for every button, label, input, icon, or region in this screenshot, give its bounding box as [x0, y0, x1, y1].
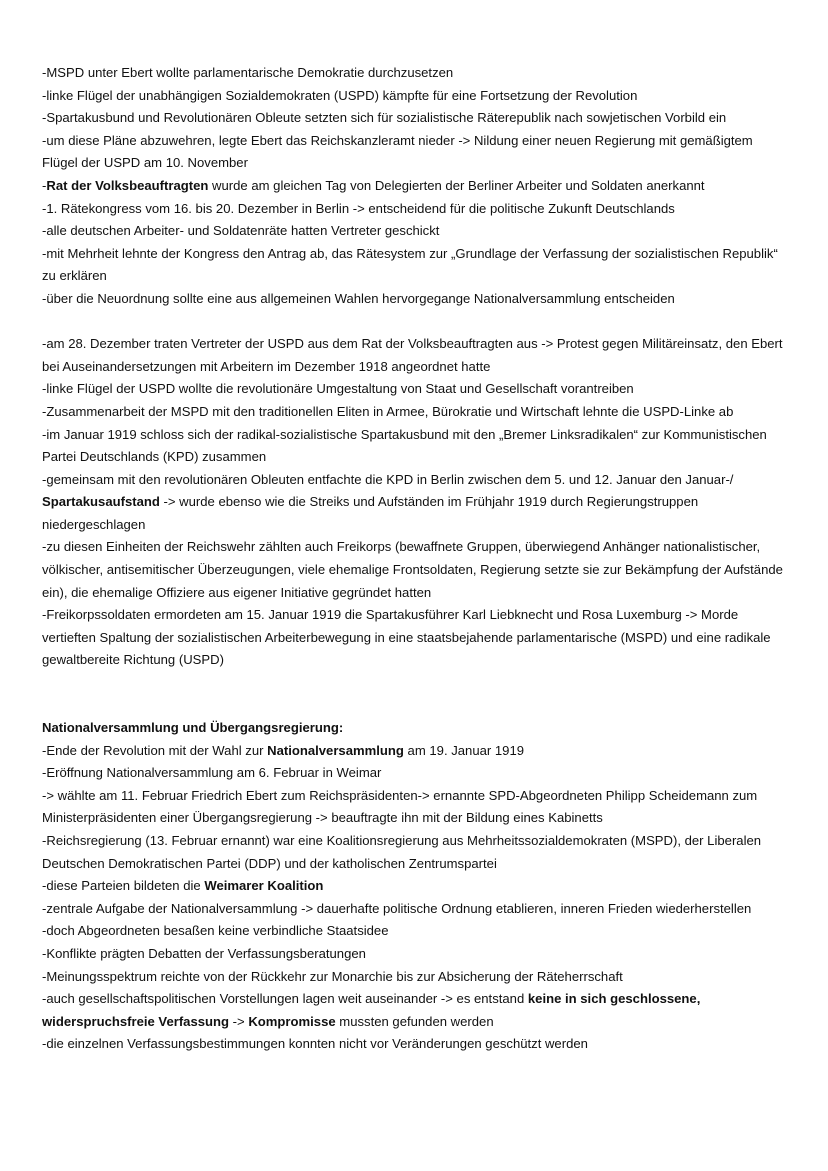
paragraph: -Ende der Revolution mit der Wahl zur Nationalversammlung am 19. Januar 1919	[42, 742, 525, 758]
paragraph: -> wählte am 11. Februar Friedrich Ebert zum Reichspräsidenten-> ernannte SPD-Abgeordneten Philipp Scheidemann zum Ministerpräsidenten einer Übergangsregierung -> beauftragte ihn mit der Bildung eines Kabinetts	[42, 787, 758, 826]
paragraph: -am 28. Dezember traten Vertreter der USPD aus dem Rat der Volksbeauftragten aus -> Protest gegen Militäreinsatz, den Ebert bei Auseinandersetzungen mit Arbeitern im Dezember 1918 angeordnet hatte	[42, 336, 783, 374]
paragraph: -Reichsregierung (13. Februar ernannt) war eine Koalitionsregierung aus Mehrheitssozialdemokraten (MSPD), der Liberalen Deutschen Demokratischen Partei (DDP) und der katholischen Zentrumspartei	[42, 833, 762, 871]
bold-term: Kompromisse	[248, 1013, 336, 1029]
bold-term: Rat der Volksbeauftragten	[46, 177, 209, 193]
paragraph: -zu diesen Einheiten der Reichswehr zählten auch Freikorps (bewaffnete Gruppen, überwiegend Anhänger nationalistischer, völkischer, antisemitischer Überzeugungen, viele ehemalige Frontsoldaten, Regierung setzte sie zur Bekämpfung der Aufstände ein), die ehemalige Offiziere aus eigener Initiative gegründet hatten	[42, 539, 783, 600]
paragraph: -zentrale Aufgabe der Nationalversammlung -> dauerhafte politische Ordnung etablieren, inneren Frieden wiederherstellen	[42, 900, 752, 916]
paragraph: -alle deutschen Arbeiter- und Soldatenräte hatten Vertreter geschickt	[42, 223, 440, 239]
paragraph: -Freikorpssoldaten ermordeten am 15. Januar 1919 die Spartakusführer Karl Liebknecht und Rosa Luxemburg -> Morde vertieften Spaltung der sozialistischen Arbeiterbewegung in eine staatsbejahende parlamentarische (MSPD) und eine radikale gewaltbereite Richtung (USPD)	[42, 607, 771, 668]
paragraph: -Meinungsspektrum reichte von der Rückkehr zur Monarchie bis zur Absicherung der Räteherrschaft	[42, 968, 623, 984]
paragraph: -auch gesellschaftspolitischen Vorstellungen lagen weit auseinander -> es entstand keine in sich geschlossene, widerspruchsfreie Verfassung -> Kompromisse mussten gefunden werden	[42, 991, 701, 1029]
paragraph: -MSPD unter Ebert wollte parlamentarische Demokratie durchzusetzen	[42, 65, 454, 80]
paragraph: -1. Rätekongress vom 16. bis 20. Dezember in Berlin -> entscheidend für die politische Zukunft Deutschlands	[42, 200, 675, 216]
spacer	[42, 311, 792, 334]
paragraph: -über die Neuordnung sollte eine aus allgemeinen Wahlen hervorgegange Nationalversammlung entscheiden	[42, 290, 675, 306]
paragraph: -die einzelnen Verfassungsbestimmungen konnten nicht vor Veränderungen geschützt werden	[42, 1036, 588, 1052]
bold-term: Weimarer Koalition	[204, 878, 324, 894]
paragraph: -um diese Pläne abzuwehren, legte Ebert das Reichskanzleramt nieder -> Nildung einer neuen Regierung mit gemäßigtem Flügel der USPD am 10. November	[42, 132, 753, 171]
paragraph: -linke Flügel der unabhängigen Sozialdemokraten (USPD) kämpfte für eine Fortsetzung der Revolution	[42, 87, 638, 103]
paragraph: -Zusammenarbeit der MSPD mit den traditionellen Eliten in Armee, Bürokratie und Wirtschaft lehnte die USPD-Linke ab	[42, 403, 734, 419]
bold-term: keine in sich geschlossene, widerspruchsfreie Verfassung	[42, 991, 701, 1029]
paragraph: -Rat der Volksbeauftragten wurde am gleichen Tag von Delegierten der Berliner Arbeiter und Soldaten anerkannt	[42, 177, 705, 193]
paragraph: -diese Parteien bildeten die Weimarer Koalition	[42, 878, 324, 894]
section-heading: Nationalversammlung und Übergangsregierung:	[42, 720, 344, 736]
paragraph: -Konflikte prägten Debatten der Verfassungsberatungen	[42, 945, 366, 961]
bold-term: Spartakusaufstand	[42, 494, 160, 510]
document-page	[42, 62, 792, 1056]
paragraph: -gemeinsam mit den revolutionären Obleuten entfachte die KPD in Berlin zwischen dem 5. und 12. Januar den Januar-/ Spartakusaufstand -> wurde ebenso wie die Streiks und Aufständen im Frühjahr 1919 durch Regierungstruppen niedergeschlagen	[42, 471, 734, 532]
paragraph: -linke Flügel der USPD wollte die revolutionäre Umgestaltung von Staat und Gesellschaft vorantreiben	[42, 381, 634, 397]
paragraph: -Eröffnung Nationalversammlung am 6. Februar in Weimar	[42, 765, 382, 781]
paragraph: -mit Mehrheit lehnte der Kongress den Antrag ab, das Rätesystem zur „Grundlage der Verfassung der sozialistischen Republik“ zu erklären	[42, 245, 778, 284]
spacer	[42, 672, 792, 717]
paragraph: -doch Abgeordneten besaßen keine verbindliche Staatsidee	[42, 923, 389, 939]
paragraph: -im Januar 1919 schloss sich der radikal-sozialistische Spartakusbund mit den „Bremer Linksradikalen“ zur Kommunistischen Partei Deutschlands (KPD) zusammen	[42, 426, 767, 465]
paragraph: -Spartakusbund und Revolutionären Obleute setzten sich für sozialistische Räterepublik nach sowjetischen Vorbild ein	[42, 110, 727, 126]
bold-term: Nationalversammlung	[267, 742, 404, 758]
